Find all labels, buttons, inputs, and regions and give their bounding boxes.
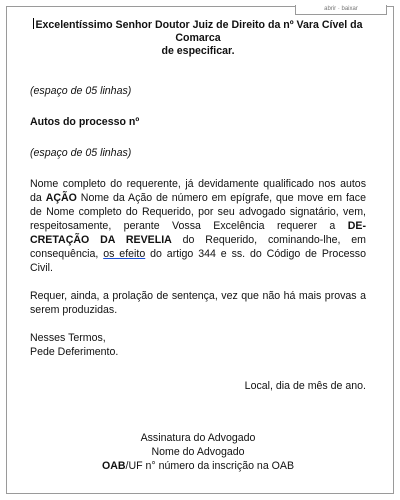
signature-line-2: Nome do Advogado [151, 446, 245, 458]
signature-line-1: Assinatura do Advogado [140, 432, 256, 444]
oab-label: OAB [101, 460, 126, 472]
spacing-note-2: (espaço de 05 linhas) [30, 147, 132, 159]
closing-line-2: Pede Deferimento. [30, 346, 119, 358]
spacing-note-1: (espaço de 05 linhas) [30, 85, 132, 97]
p1-text-g: do artigo 344 e ss. do Código de Processo Civil. [30, 248, 366, 274]
heading-line-2: de especificar. [161, 45, 235, 57]
p1-bold-revelia: DE-CRETAÇÃO DA REVELIA [30, 220, 366, 246]
p1-bold-acao: AÇÃO [45, 192, 77, 204]
p1-text-c: Nome da Ação de número em epígrafe, que move em face de Nome completo do Requerido, por seu advogado signatário, vem, respeitosamente, perante Vossa Excelência requerer a [30, 192, 366, 232]
process-number-label: Autos do processo nº [30, 116, 140, 128]
oab-number-text: /UF n° número da inscrição na OAB [125, 460, 295, 472]
p1-spellcheck-underline: os efeito [103, 248, 146, 260]
corner-label[interactable]: abrir · baixar [295, 5, 387, 15]
signature-block [30, 431, 366, 473]
paragraph-request [30, 177, 366, 275]
date-line: Local, dia de mês de ano. [244, 380, 366, 392]
signature-line-3 [30, 459, 366, 473]
document-body [30, 18, 366, 473]
p1-text-a: Nome completo do requerente, já devidamente qualificado nos autos da [30, 178, 366, 204]
closing-line-1: Nesses Termos, [30, 332, 106, 344]
heading-line-1: Excelentíssimo Senhor Doutor Juiz de Direito da nº Vara Cível da Comarca [35, 19, 363, 44]
document-heading [30, 18, 366, 58]
p1-text-e: do Requerido, cominando-lhe, em consequência, [30, 234, 366, 260]
paragraph-sentence: Requer, ainda, a prolação de sentença, vez que não há mais provas a serem produzidas. [30, 290, 366, 316]
